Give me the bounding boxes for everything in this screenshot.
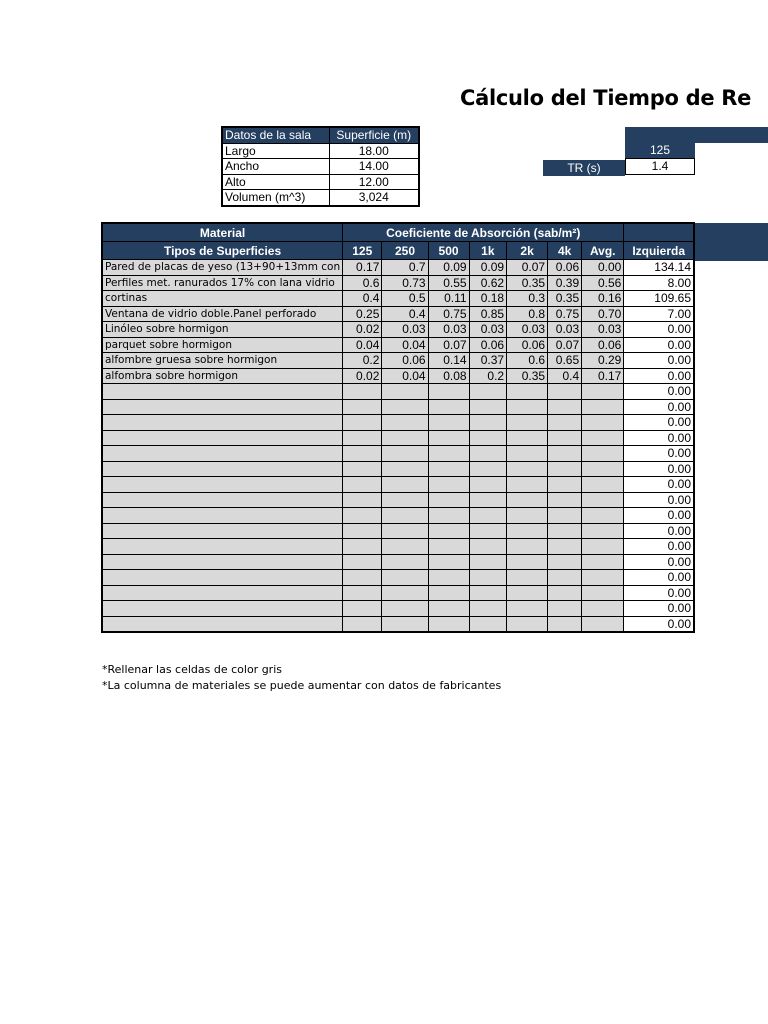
coef-cell[interactable]: 0.37 (469, 353, 507, 369)
table-row (102, 415, 694, 431)
coef-cell[interactable] (469, 539, 507, 555)
coef-cell[interactable]: 0.03 (507, 322, 548, 338)
coef-cell[interactable]: 0.85 (469, 306, 507, 322)
coef-cell[interactable] (548, 415, 582, 431)
izquierda-cell: 0.00 (624, 523, 694, 539)
header-bar-table-right (695, 223, 768, 261)
coef-cell[interactable] (548, 461, 582, 477)
coef-cell[interactable] (382, 601, 428, 617)
izquierda-cell: 0.00 (624, 430, 694, 446)
freq-header: 250 (382, 242, 428, 260)
page-title: Cálculo del Tiempo de Re (460, 86, 752, 110)
coef-cell[interactable]: 0.03 (548, 322, 582, 338)
room-label: Largo (222, 143, 329, 159)
coef-cell[interactable] (343, 539, 382, 555)
table-row (102, 275, 694, 291)
coef-cell[interactable]: 0.4 (382, 306, 428, 322)
material-cell[interactable]: Linóleo sobre hormigon (102, 322, 343, 338)
coef-cell[interactable] (507, 384, 548, 400)
avg-cell: 0.56 (582, 275, 624, 291)
avg-cell (582, 399, 624, 415)
coef-cell[interactable]: 0.3 (507, 291, 548, 307)
material-cell[interactable] (102, 430, 343, 446)
coef-cell[interactable] (548, 601, 582, 617)
coef-cell[interactable]: 0.7 (382, 260, 428, 276)
coef-cell[interactable]: 0.35 (548, 291, 582, 307)
coef-cell[interactable]: 0.8 (507, 306, 548, 322)
avg-cell: 0.16 (582, 291, 624, 307)
coef-cell[interactable] (343, 446, 382, 462)
material-cell[interactable] (102, 523, 343, 539)
table-row (102, 601, 694, 617)
coef-cell[interactable] (382, 461, 428, 477)
coef-cell[interactable] (507, 492, 548, 508)
coef-cell[interactable] (428, 384, 469, 400)
izquierda-cell: 0.00 (624, 446, 694, 462)
coef-cell[interactable] (469, 523, 507, 539)
coef-cell[interactable] (507, 539, 548, 555)
coef-cell[interactable] (507, 585, 548, 601)
coef-cell[interactable] (548, 492, 582, 508)
material-cell[interactable]: Pared de placas de yeso (13+90+13mm con (102, 260, 343, 276)
table-row (102, 446, 694, 462)
izquierda-cell: 0.00 (624, 368, 694, 384)
table-row (102, 337, 694, 353)
room-label: Volumen (m^3) (222, 190, 329, 206)
coef-cell[interactable]: 0.07 (548, 337, 582, 353)
avg-cell: 0.17 (582, 368, 624, 384)
coef-cell[interactable] (428, 477, 469, 493)
coef-cell[interactable] (382, 508, 428, 524)
izquierda-cell: 0.00 (624, 539, 694, 555)
avg-cell (582, 616, 624, 632)
material-cell[interactable] (102, 601, 343, 617)
coef-cell[interactable] (507, 446, 548, 462)
coef-cell[interactable] (382, 399, 428, 415)
absorption-table (101, 222, 695, 633)
coef-cell[interactable] (548, 523, 582, 539)
coef-cell[interactable] (343, 523, 382, 539)
coef-cell[interactable] (343, 508, 382, 524)
coef-cell[interactable] (507, 415, 548, 431)
material-cell[interactable] (102, 616, 343, 632)
coef-cell[interactable] (469, 415, 507, 431)
coef-cell[interactable]: 0.6 (507, 353, 548, 369)
izquierda-cell: 0.00 (624, 492, 694, 508)
coef-cell[interactable] (428, 430, 469, 446)
table-row (102, 554, 694, 570)
table-row (102, 291, 694, 307)
tr-frequency: 125 (625, 143, 695, 159)
tr-label: TR (s) (543, 160, 625, 176)
coef-cell[interactable]: 0.07 (428, 337, 469, 353)
coef-cell[interactable]: 0.18 (469, 291, 507, 307)
avg-cell: 0.00 (582, 260, 624, 276)
coef-cell[interactable] (469, 492, 507, 508)
coef-cell[interactable]: 0.03 (469, 322, 507, 338)
coef-cell[interactable] (382, 384, 428, 400)
material-cell[interactable]: parquet sobre hormigon (102, 337, 343, 353)
coef-cell[interactable] (548, 399, 582, 415)
coef-cell[interactable] (469, 601, 507, 617)
izquierda-cell: 0.00 (624, 415, 694, 431)
coef-cell[interactable] (548, 384, 582, 400)
room-value[interactable]: 18.00 (329, 143, 419, 159)
coef-cell[interactable] (382, 446, 428, 462)
room-label: Alto (222, 174, 329, 190)
material-cell[interactable]: alfombre gruesa sobre hormigon (102, 353, 343, 369)
coef-cell[interactable] (469, 461, 507, 477)
material-cell[interactable] (102, 585, 343, 601)
coef-cell[interactable] (343, 616, 382, 632)
izquierda-cell: 0.00 (624, 337, 694, 353)
coef-cell[interactable]: 0.09 (469, 260, 507, 276)
coef-cell[interactable] (382, 477, 428, 493)
coef-cell[interactable]: 0.62 (469, 275, 507, 291)
table-row (102, 492, 694, 508)
avg-cell (582, 508, 624, 524)
coef-cell[interactable] (382, 554, 428, 570)
coef-cell[interactable]: 0.73 (382, 275, 428, 291)
freq-header: 500 (428, 242, 469, 260)
coef-cell[interactable] (343, 461, 382, 477)
table-row (102, 430, 694, 446)
coef-cell[interactable] (548, 477, 582, 493)
coef-cell[interactable] (428, 539, 469, 555)
izquierda-cell: 0.00 (624, 601, 694, 617)
izquierda-cell: 0.00 (624, 353, 694, 369)
coef-cell[interactable]: 0.04 (343, 337, 382, 353)
izquierda-cell: 7.00 (624, 306, 694, 322)
tr-value: 1.4 (625, 159, 695, 175)
coef-cell[interactable] (382, 539, 428, 555)
izquierda-cell: 0.00 (624, 384, 694, 400)
table-row (102, 322, 694, 338)
avg-cell (582, 523, 624, 539)
material-cell[interactable] (102, 508, 343, 524)
avg-cell: 0.06 (582, 337, 624, 353)
table-row (102, 523, 694, 539)
coef-cell[interactable] (428, 461, 469, 477)
coef-cell[interactable] (548, 508, 582, 524)
izquierda-cell: 134.14 (624, 260, 694, 276)
coef-cell[interactable]: 0.6 (343, 275, 382, 291)
coef-cell[interactable] (343, 384, 382, 400)
table-row (102, 306, 694, 322)
izquierda-cell: 0.00 (624, 554, 694, 570)
coef-cell[interactable] (469, 585, 507, 601)
coef-cell[interactable]: 0.75 (548, 306, 582, 322)
room-value[interactable]: 12.00 (329, 174, 419, 190)
avg-cell (582, 570, 624, 586)
coef-cell[interactable]: 0.03 (428, 322, 469, 338)
coef-cell[interactable] (343, 477, 382, 493)
coef-cell[interactable] (507, 554, 548, 570)
material-cell[interactable] (102, 539, 343, 555)
table-row (102, 539, 694, 555)
coef-cell[interactable] (548, 616, 582, 632)
coef-cell[interactable]: 0.4 (343, 291, 382, 307)
coef-cell[interactable] (469, 384, 507, 400)
coef-cell[interactable]: 0.39 (548, 275, 582, 291)
coef-cell[interactable] (343, 570, 382, 586)
izquierda-cell: 0.00 (624, 570, 694, 586)
coef-cell[interactable]: 0.06 (469, 337, 507, 353)
coef-cell[interactable]: 0.06 (548, 260, 582, 276)
coef-cell[interactable] (428, 508, 469, 524)
izquierda-cell: 0.00 (624, 461, 694, 477)
coef-cell[interactable]: 0.4 (548, 368, 582, 384)
coef-cell[interactable] (469, 570, 507, 586)
coef-cell[interactable] (382, 415, 428, 431)
coef-cell[interactable] (469, 477, 507, 493)
surface-header: Superficie (m) (329, 127, 419, 143)
coef-cell[interactable]: 0.03 (382, 322, 428, 338)
coef-cell[interactable]: 0.11 (428, 291, 469, 307)
blank-header (624, 223, 694, 242)
coef-cell[interactable] (382, 570, 428, 586)
coef-cell[interactable]: 0.07 (507, 260, 548, 276)
coef-cell[interactable] (507, 477, 548, 493)
coef-cell[interactable]: 0.04 (382, 368, 428, 384)
note: *La columna de materiales se puede aumentar con datos de fabricantes (102, 679, 502, 692)
coef-cell[interactable]: 0.55 (428, 275, 469, 291)
avg-cell (582, 601, 624, 617)
freq-header: 2k (507, 242, 548, 260)
coef-cell[interactable]: 0.09 (428, 260, 469, 276)
table-row (102, 585, 694, 601)
coef-cell[interactable] (428, 415, 469, 431)
table-row (102, 384, 694, 400)
coef-cell[interactable]: 0.2 (343, 353, 382, 369)
coef-cell[interactable] (507, 508, 548, 524)
freq-header: 4k (548, 242, 582, 260)
material-cell[interactable]: alfombra sobre hormigon (102, 368, 343, 384)
coef-cell[interactable] (507, 461, 548, 477)
avg-cell (582, 461, 624, 477)
coef-cell[interactable] (469, 508, 507, 524)
coef-cell[interactable]: 0.5 (382, 291, 428, 307)
avg-cell (582, 539, 624, 555)
avg-cell (582, 477, 624, 493)
coef-cell[interactable] (507, 570, 548, 586)
coef-cell[interactable]: 0.17 (343, 260, 382, 276)
avg-header: Avg. (582, 242, 624, 260)
table-row (102, 570, 694, 586)
coef-cell[interactable]: 0.14 (428, 353, 469, 369)
coef-cell[interactable]: 0.35 (507, 368, 548, 384)
coef-cell[interactable] (469, 430, 507, 446)
coef-cell[interactable] (428, 616, 469, 632)
material-cell[interactable] (102, 384, 343, 400)
coef-cell[interactable] (548, 539, 582, 555)
coef-cell[interactable] (507, 616, 548, 632)
material-cell[interactable]: cortinas (102, 291, 343, 307)
room-value[interactable]: 14.00 (329, 159, 419, 175)
material-cell[interactable] (102, 570, 343, 586)
coef-cell[interactable]: 0.08 (428, 368, 469, 384)
coef-cell[interactable]: 0.25 (343, 306, 382, 322)
coef-cell[interactable] (428, 601, 469, 617)
material-cell[interactable] (102, 477, 343, 493)
table-row (102, 399, 694, 415)
table-row (102, 616, 694, 632)
table-row (102, 353, 694, 369)
coef-cell[interactable] (507, 523, 548, 539)
izquierda-cell: 0.00 (624, 508, 694, 524)
coef-cell[interactable] (382, 492, 428, 508)
coef-cell[interactable] (469, 399, 507, 415)
coef-cell[interactable] (428, 554, 469, 570)
note: *Rellenar las celdas de color gris (102, 663, 282, 676)
coef-cell[interactable]: 0.06 (507, 337, 548, 353)
avg-cell: 0.70 (582, 306, 624, 322)
material-cell[interactable] (102, 461, 343, 477)
table-row (102, 260, 694, 276)
room-data-header: Datos de la sala (222, 127, 329, 143)
coef-cell[interactable] (428, 585, 469, 601)
avg-cell: 0.03 (582, 322, 624, 338)
coef-cell[interactable]: 0.02 (343, 322, 382, 338)
table-row (102, 477, 694, 493)
coef-cell[interactable]: 0.02 (343, 368, 382, 384)
avg-cell (582, 585, 624, 601)
table-row (102, 368, 694, 384)
coef-header: Coeficiente de Absorción (sab/m²) (343, 223, 624, 242)
avg-cell (582, 446, 624, 462)
coef-cell[interactable] (343, 399, 382, 415)
coef-cell[interactable] (428, 523, 469, 539)
coef-cell[interactable] (428, 492, 469, 508)
material-header: Material (102, 223, 343, 242)
material-cell[interactable]: Ventana de vidrio doble.Panel perforado (102, 306, 343, 322)
coef-cell[interactable]: 0.65 (548, 353, 582, 369)
freq-header: 125 (343, 242, 382, 260)
coef-cell[interactable] (343, 554, 382, 570)
izquierda-cell: 8.00 (624, 275, 694, 291)
coef-cell[interactable]: 0.75 (428, 306, 469, 322)
material-cell[interactable] (102, 415, 343, 431)
coef-cell[interactable] (548, 585, 582, 601)
material-cell[interactable] (102, 492, 343, 508)
coef-cell[interactable] (343, 601, 382, 617)
material-cell[interactable]: Perfiles met. ranurados 17% con lana vidrio (102, 275, 343, 291)
coef-cell[interactable] (548, 554, 582, 570)
coef-cell[interactable] (382, 585, 428, 601)
surface-types-header: Tipos de Superficies (102, 242, 343, 260)
coef-cell[interactable] (428, 399, 469, 415)
avg-cell (582, 415, 624, 431)
coef-cell[interactable] (343, 415, 382, 431)
material-cell[interactable] (102, 399, 343, 415)
freq-header: 1k (469, 242, 507, 260)
coef-cell[interactable] (428, 570, 469, 586)
coef-cell[interactable] (548, 446, 582, 462)
coef-cell[interactable]: 0.04 (382, 337, 428, 353)
coef-cell[interactable] (507, 430, 548, 446)
avg-cell (582, 384, 624, 400)
izquierda-cell: 0.00 (624, 477, 694, 493)
coef-cell[interactable] (382, 430, 428, 446)
izquierda-cell: 0.00 (624, 585, 694, 601)
room-value: 3,024 (329, 190, 419, 206)
avg-cell (582, 554, 624, 570)
izquierda-cell: 0.00 (624, 399, 694, 415)
coef-cell[interactable] (382, 616, 428, 632)
avg-cell (582, 430, 624, 446)
coef-cell[interactable] (469, 616, 507, 632)
coef-cell[interactable] (469, 446, 507, 462)
room-label: Ancho (222, 159, 329, 175)
coef-cell[interactable] (382, 523, 428, 539)
izquierda-cell: 0.00 (624, 322, 694, 338)
coef-cell[interactable] (343, 430, 382, 446)
material-cell[interactable] (102, 554, 343, 570)
izquierda-cell: 109.65 (624, 291, 694, 307)
coef-cell[interactable] (548, 570, 582, 586)
material-cell[interactable] (102, 446, 343, 462)
avg-cell: 0.29 (582, 353, 624, 369)
coef-cell[interactable] (343, 585, 382, 601)
coef-cell[interactable] (507, 399, 548, 415)
avg-cell (582, 492, 624, 508)
izquierda-cell: 0.00 (624, 616, 694, 632)
coef-cell[interactable]: 0.2 (469, 368, 507, 384)
notes (102, 662, 501, 694)
coef-cell[interactable] (469, 554, 507, 570)
coef-cell[interactable] (507, 601, 548, 617)
coef-cell[interactable] (343, 492, 382, 508)
coef-cell[interactable] (548, 430, 582, 446)
izquierda-header: Izquierda (624, 242, 694, 260)
table-row (102, 508, 694, 524)
table-row (102, 461, 694, 477)
coef-cell[interactable]: 0.06 (382, 353, 428, 369)
coef-cell[interactable]: 0.35 (507, 275, 548, 291)
coef-cell[interactable] (428, 446, 469, 462)
